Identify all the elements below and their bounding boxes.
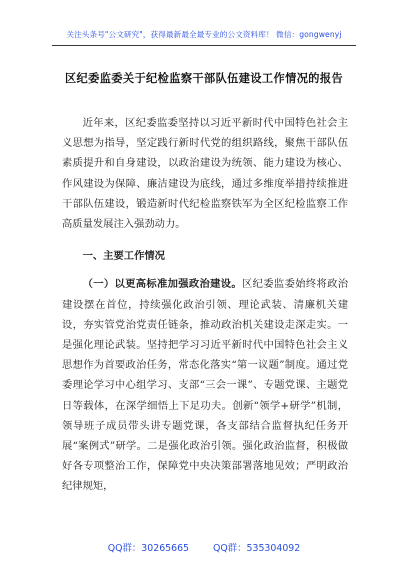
qq-number-2: 535304092 (246, 543, 301, 554)
subsection-paragraph (62, 274, 348, 496)
qq-label-2: QQ群： (213, 543, 247, 554)
header-divider (52, 45, 356, 46)
intro-paragraph: 近年来，区纪委监委坚持以习近平新时代中国特色社会主义思想为指导，坚定践行新时代党的组织路线，聚焦干部队伍素质提升和自身建设，以政治建设为统领、能力建设为核心、作风建设为保障、廉洁建设为底线，通过多维度举措持续推进干部队伍建设，锻造新时代纪检监察铁军为全区纪检监察工作高质量发展注入强劲动力。 (62, 117, 348, 231)
document-title: 区纪委监委关于纪检监察干部队伍建设工作情况的报告 (64, 71, 344, 85)
subsection-body: 区纪委监委始终将政治建设摆在首位，持续强化政治引领、理论武装、清廉机关建设，夯实管党治党责任链条，推动政治机关建设走深走实。一是强化理论武装。坚持把学习习近平新时代中国特色社会主义思想作为首要政治任务，常态化落实“第一议题”制度。通过党委理论学习中心组学习、支部“三会一课”、专题党课、主题党日等载体，在深学细悟上下足功夫。创新“领学+研学”机制，领导班子成员带头讲专题党课，各支部结合监督执纪任务开展“案例式”研学。二是强化政治引领。强化政治监督，积极做好各专项整治工作，保障党中央决策部署落地见效；严明政治纪律规矩， (62, 278, 349, 493)
qq-label-1: QQ群： (107, 543, 142, 554)
qq-group-1 (108, 540, 189, 554)
subsection-heading: （一）以更高标准加强政治建设。 (82, 278, 243, 291)
document-body (62, 113, 348, 509)
qq-number-1: 30265665 (141, 543, 190, 554)
footer-contact (0, 540, 408, 554)
qq-group-2 (213, 540, 300, 554)
section-heading: 一、主要工作情况 (82, 250, 165, 263)
header-banner: 关注头条号"公文研究"，获得最新最全最专业的公文资料库！ 微信：gongwenyj (66, 30, 342, 39)
